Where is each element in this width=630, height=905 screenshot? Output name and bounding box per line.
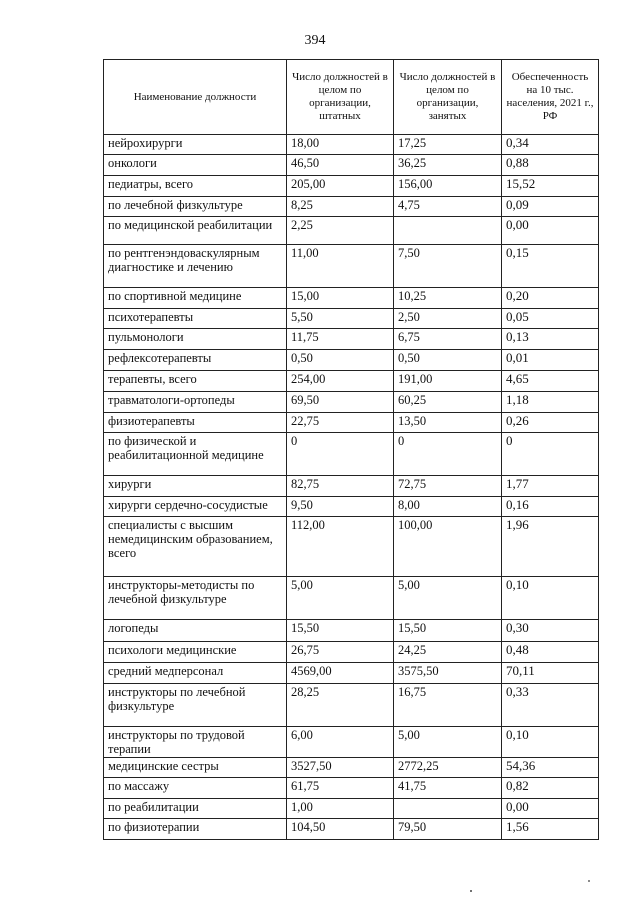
cell-ratio: 1,56 [502,819,599,840]
cell-staff: 205,00 [287,176,394,197]
cell-name: по рентгенэндоваскулярным диагностике и лечению [104,245,287,288]
cell-ratio: 0,00 [502,799,599,819]
table-row [104,799,599,819]
cell-occupied: 100,00 [394,517,502,577]
table-row [104,778,599,799]
cell-name: травматологи-ортопеды [104,392,287,413]
cell-occupied: 15,50 [394,620,502,642]
cell-ratio: 0,01 [502,350,599,371]
cell-occupied: 24,25 [394,642,502,663]
cell-staff: 46,50 [287,155,394,176]
table-row [104,684,599,727]
table-row [104,620,599,642]
cell-ratio: 0,00 [502,217,599,245]
cell-ratio: 0,10 [502,577,599,620]
table-row [104,517,599,577]
cell-name: пульмонологи [104,329,287,350]
cell-occupied: 72,75 [394,476,502,497]
cell-staff: 11,75 [287,329,394,350]
cell-staff: 61,75 [287,778,394,799]
cell-occupied: 16,75 [394,684,502,727]
cell-occupied: 0 [394,433,502,476]
cell-ratio: 0,82 [502,778,599,799]
cell-staff: 82,75 [287,476,394,497]
cell-name: по реабилитации [104,799,287,819]
table-row [104,155,599,176]
cell-staff: 28,25 [287,684,394,727]
table-row [104,758,599,778]
cell-staff: 18,00 [287,135,394,155]
cell-ratio: 4,65 [502,371,599,392]
table-row [104,135,599,155]
cell-ratio: 15,52 [502,176,599,197]
cell-ratio: 1,96 [502,517,599,577]
cell-staff: 26,75 [287,642,394,663]
cell-occupied: 7,50 [394,245,502,288]
table-row [104,245,599,288]
cell-staff: 104,50 [287,819,394,840]
table-row [104,476,599,497]
cell-ratio: 1,77 [502,476,599,497]
scan-speck [588,880,590,882]
table-row [104,392,599,413]
cell-staff: 8,25 [287,197,394,217]
cell-occupied: 41,75 [394,778,502,799]
cell-occupied: 10,25 [394,288,502,309]
cell-occupied: 5,00 [394,577,502,620]
cell-occupied: 13,50 [394,413,502,433]
cell-occupied: 5,00 [394,727,502,758]
cell-ratio: 70,11 [502,663,599,684]
cell-staff: 1,00 [287,799,394,819]
cell-name: инструкторы по лечебной физкультуре [104,684,287,727]
cell-name: хирурги сердечно-сосудистые [104,497,287,517]
table-row [104,413,599,433]
cell-ratio: 0,05 [502,309,599,329]
cell-name: по спортивной медицине [104,288,287,309]
cell-staff: 5,50 [287,309,394,329]
table-row [104,217,599,245]
cell-name: по физиотерапии [104,819,287,840]
table-row [104,350,599,371]
cell-occupied [394,799,502,819]
cell-name: рефлексотерапевты [104,350,287,371]
table-row [104,663,599,684]
cell-staff: 0 [287,433,394,476]
cell-name: педиатры, всего [104,176,287,197]
header-row [104,60,599,135]
cell-ratio: 0,26 [502,413,599,433]
header-name: Наименование должности [104,60,287,135]
cell-ratio: 0 [502,433,599,476]
cell-occupied: 79,50 [394,819,502,840]
cell-occupied: 36,25 [394,155,502,176]
table-row [104,371,599,392]
cell-name: инструкторы-методисты по лечебной физкультуре [104,577,287,620]
cell-occupied: 4,75 [394,197,502,217]
cell-staff: 112,00 [287,517,394,577]
cell-occupied [394,217,502,245]
cell-name: нейрохирурги [104,135,287,155]
cell-name: терапевты, всего [104,371,287,392]
table-row [104,819,599,840]
cell-staff: 11,00 [287,245,394,288]
cell-ratio: 0,16 [502,497,599,517]
cell-name: по физической и реабилитационной медицине [104,433,287,476]
cell-name: онкологи [104,155,287,176]
header-occupied: Число должностей в целом по организации, занятых [394,60,502,135]
cell-ratio: 0,13 [502,329,599,350]
cell-occupied: 2772,25 [394,758,502,778]
cell-ratio: 0,15 [502,245,599,288]
cell-name: специалисты с высшим немедицинским образованием, всего [104,517,287,577]
cell-name: по лечебной физкультуре [104,197,287,217]
cell-occupied: 0,50 [394,350,502,371]
cell-staff: 15,50 [287,620,394,642]
table-row [104,497,599,517]
cell-occupied: 3575,50 [394,663,502,684]
page-number: 394 [304,33,326,48]
table-row [104,433,599,476]
cell-staff: 0,50 [287,350,394,371]
table-row [104,329,599,350]
cell-name: физиотерапевты [104,413,287,433]
table-row [104,176,599,197]
header-staff: Число должностей в целом по организации, штатных [287,60,394,135]
scan-speck [470,890,472,892]
cell-ratio: 0,34 [502,135,599,155]
cell-staff: 9,50 [287,497,394,517]
cell-ratio: 0,88 [502,155,599,176]
cell-occupied: 191,00 [394,371,502,392]
cell-occupied: 156,00 [394,176,502,197]
cell-occupied: 6,75 [394,329,502,350]
cell-name: медицинские сестры [104,758,287,778]
table-row [104,309,599,329]
cell-ratio: 0,30 [502,620,599,642]
cell-name: логопеды [104,620,287,642]
table-row [104,642,599,663]
cell-name: психологи медицинские [104,642,287,663]
table-row [104,197,599,217]
header-ratio: Обеспеченность на 10 тыс. населения, 2021 г., РФ [502,60,599,135]
cell-ratio: 54,36 [502,758,599,778]
cell-name: психотерапевты [104,309,287,329]
cell-ratio: 0,09 [502,197,599,217]
cell-occupied: 2,50 [394,309,502,329]
table-row [104,577,599,620]
cell-staff: 69,50 [287,392,394,413]
cell-occupied: 17,25 [394,135,502,155]
cell-staff: 22,75 [287,413,394,433]
cell-name: по массажу [104,778,287,799]
cell-ratio: 0,48 [502,642,599,663]
cell-name: хирурги [104,476,287,497]
cell-name: инструкторы по трудовой терапии [104,727,287,758]
cell-staff: 254,00 [287,371,394,392]
cell-name: средний медперсонал [104,663,287,684]
staffing-table [103,59,599,840]
cell-staff: 4569,00 [287,663,394,684]
cell-staff: 15,00 [287,288,394,309]
table-row [104,288,599,309]
cell-ratio: 0,10 [502,727,599,758]
cell-staff: 2,25 [287,217,394,245]
cell-ratio: 0,33 [502,684,599,727]
table-row [104,727,599,758]
cell-ratio: 1,18 [502,392,599,413]
cell-ratio: 0,20 [502,288,599,309]
cell-staff: 5,00 [287,577,394,620]
cell-name: по медицинской реабилитации [104,217,287,245]
cell-occupied: 8,00 [394,497,502,517]
cell-staff: 3527,50 [287,758,394,778]
cell-staff: 6,00 [287,727,394,758]
cell-occupied: 60,25 [394,392,502,413]
